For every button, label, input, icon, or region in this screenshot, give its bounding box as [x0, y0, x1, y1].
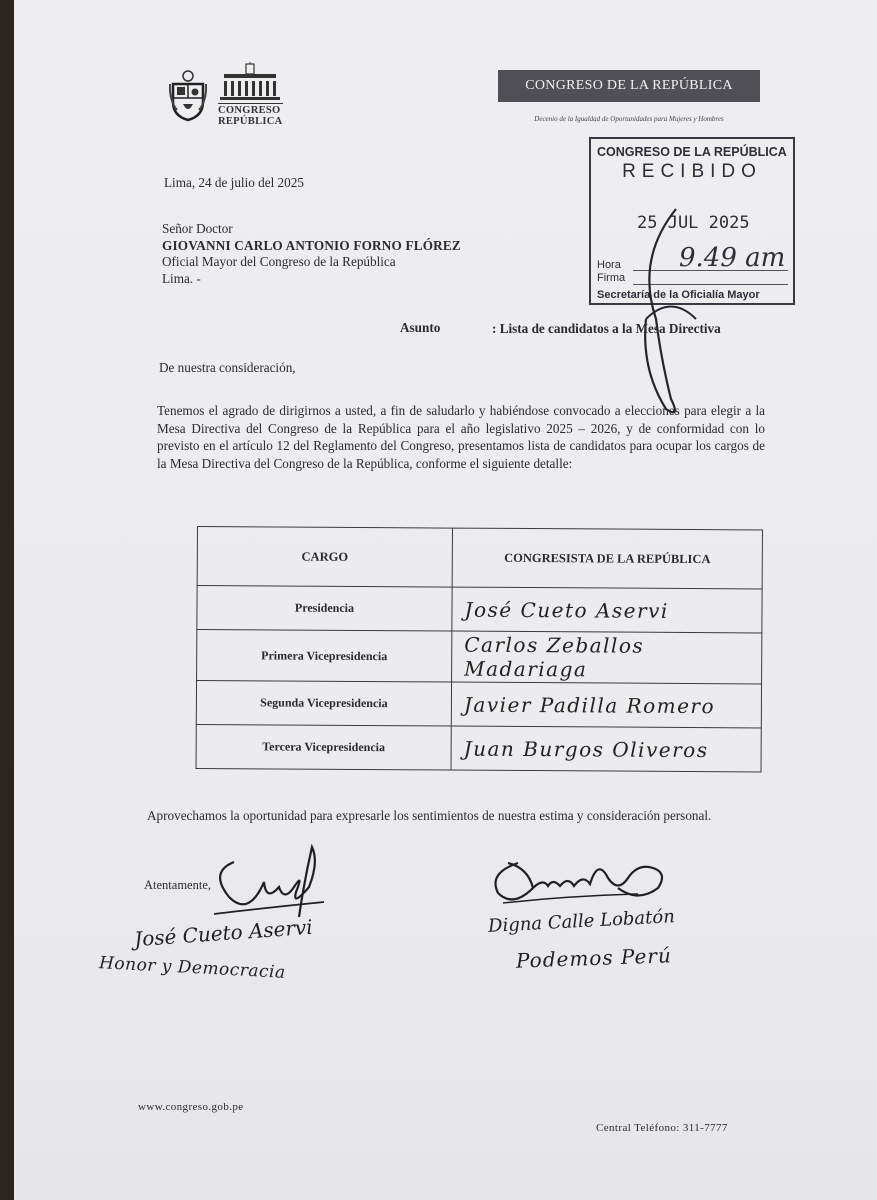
stamp-hora-label: Hora	[597, 259, 621, 271]
received-stamp	[589, 137, 795, 305]
body-paragraph: Tenemos el agrado de dirigirnos a usted, a fin de saludarlo y habiéndose convocado a elecciones para elegir a la Mesa Directiva del Congreso de la República para el año legislativo 2025 – 2026, y de conformidad con lo previsto en el artículo 12 del Reglamento del Congreso, presentamos lista de candidatos para ocupar los cargos de la Mesa Directiva del Congreso de la República, conforme el siguiente detalle:	[157, 403, 765, 471]
asunto-label: Asunto	[400, 320, 441, 335]
recipient-name: GIOVANNI CARLO ANTONIO FORNO FLÓREZ	[162, 237, 461, 253]
letter-date: Lima, 24 de julio del 2025	[164, 175, 304, 190]
congress-banner: CONGRESO DE LA REPÚBLICA	[498, 70, 760, 102]
signature-1-icon	[204, 842, 334, 922]
signature-2-name: Digna Calle Lobatón	[487, 906, 676, 937]
asunto-value: : Lista de candidatos a la Mesa Directiva	[492, 321, 721, 336]
candidates-table	[196, 526, 763, 772]
candidate-name-handwritten: Carlos Zeballos Madariaga	[452, 631, 762, 684]
closing-paragraph: Aprovechamos la oportunidad para expresarle los sentimientos de nuestra estima y consideración personal.	[147, 808, 712, 823]
logo-wordmark: CONGRESO REPÚBLICA	[218, 105, 283, 127]
stamp-time-handwritten: 9.49 am	[679, 243, 786, 273]
cargo-cell: Primera Vicepresidencia	[197, 630, 452, 683]
recipient-role: Oficial Mayor del Congreso de la República	[162, 254, 396, 269]
recipient-block	[162, 221, 461, 287]
signature-1-role: Honor y Democracia	[98, 953, 287, 983]
table-row	[197, 630, 762, 684]
recipient-title: Señor Doctor	[162, 221, 233, 236]
congress-building-icon	[218, 62, 282, 102]
header-cargo: CARGO	[197, 527, 452, 588]
letter-page	[14, 0, 877, 1200]
stamp-org: CONGRESO DE LA REPÚBLICA	[597, 145, 787, 159]
greeting: De nuestra consideración,	[159, 360, 296, 375]
candidate-name-handwritten: José Cueto Aservi	[452, 587, 762, 633]
table-row	[196, 681, 761, 728]
cargo-cell: Tercera Vicepresidencia	[196, 724, 451, 770]
stamp-signature-scribble	[601, 199, 791, 429]
decade-motto: Decenio de la Igualdad de Oportunidades para Mujeres y Hombres	[534, 115, 724, 123]
cargo-cell: Presidencia	[197, 586, 452, 632]
coat-of-arms-icon	[169, 70, 207, 122]
cargo-cell: Segunda Vicepresidencia	[196, 681, 451, 727]
stamp-title: RECIBIDO	[622, 161, 762, 182]
table-row	[196, 724, 761, 771]
signature-2-party: Podemos Perú	[515, 943, 673, 973]
stamp-office: Secretaría de la Oficialía Mayor	[597, 289, 760, 301]
stamp-firma-label: Firma	[597, 272, 626, 284]
candidate-name-handwritten: Javier Padilla Romero	[451, 682, 761, 728]
stamp-date: 25 JUL 2025	[637, 213, 750, 233]
recipient-city: Lima. -	[162, 270, 201, 286]
footer-website: www.congreso.gob.pe	[138, 1101, 244, 1113]
candidate-name-handwritten: Juan Burgos Oliveros	[451, 726, 761, 772]
header-congresista: CONGRESISTA DE LA REPÚBLICA	[452, 528, 762, 589]
signature-1-name: José Cueto Aservi	[133, 914, 314, 952]
table-row	[197, 586, 762, 633]
atentamente: Atentamente,	[144, 878, 211, 892]
table-header-row	[197, 527, 762, 589]
footer-phone: Central Teléfono: 311-7777	[596, 1122, 728, 1134]
